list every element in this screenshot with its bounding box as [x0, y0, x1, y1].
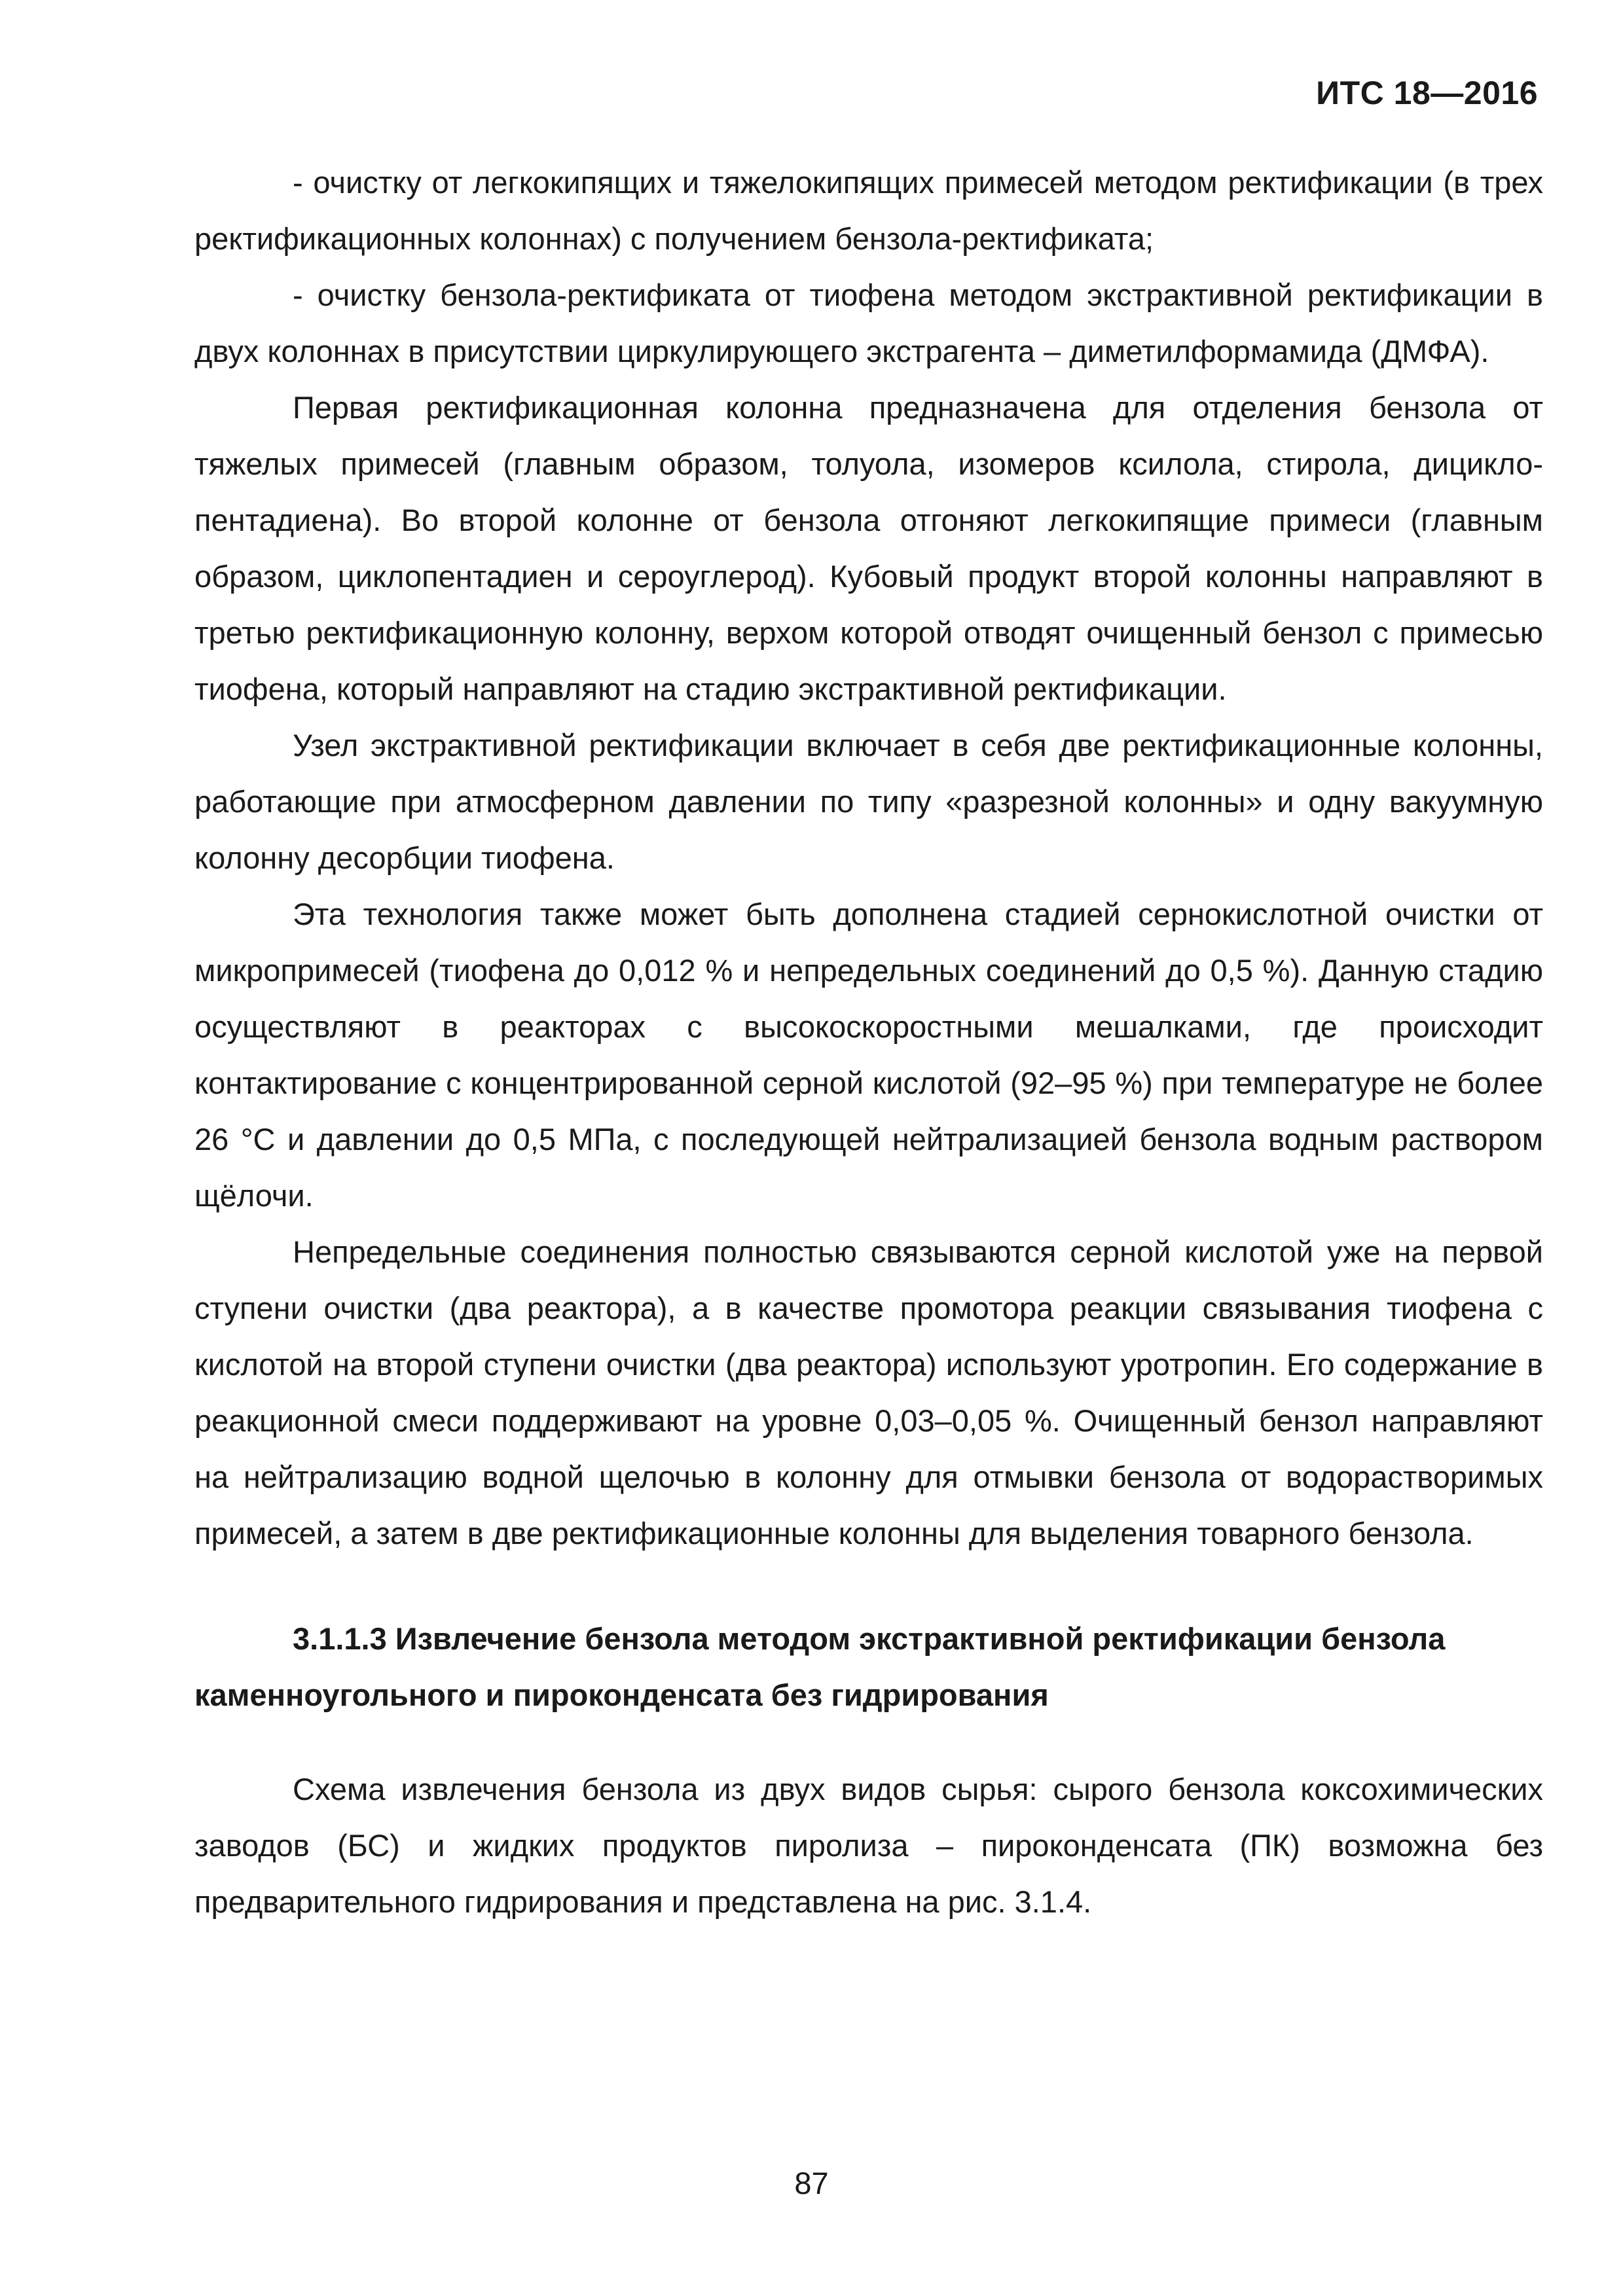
- paragraph-rectification-cleaning: - очистку от легкокипящих и тяжелокипящих примесей методом ректификации (в трех ректификационных колоннах) с получением бензола-ректификата;: [194, 165, 1543, 256]
- body-text: [194, 154, 1543, 1930]
- paragraph-unsaturated-compounds: Непредельные соединения полностью связываются серной кислотой уже на первой ступени очистки (два реактора), а в качестве промотора реакции связывания тиофена с кислотой на второй ступени очистки (два реактора) используют уротропин. Его содержание в реакционной смеси поддерживают на уровне 0,03–0,05 %. Очищенный бензол направляют на нейтрализацию водной щелочью в колонну для отмывки бензола от водорастворимых примесей, а затем в две ректификационные колонны для выделения товарного бензола.: [194, 1234, 1543, 1551]
- paragraph-extractive-unit: Узел экстрактивной ректификации включает в себя две ректификационные колонны, работающие при атмосферном давлении по типу «разрезной колонны» и одну вакуумную колонну десорбции тиофена.: [194, 728, 1543, 875]
- section-heading-3-1-1-3: 3.1.1.3 Извлечение бензола методом экстрактивной ректификации бензола каменноугольного и пироконденсата без гидрирования: [194, 1621, 1446, 1712]
- paragraph-thiophene-cleaning: - очистку бензола-ректификата от тиофена методом экстрактивной ректификации в двух колоннах в присутствии циркулирующего экстрагента – диметилформамида (ДМФА).: [194, 278, 1543, 368]
- paragraph-sulfuric-acid-cleaning: Эта технология также может быть дополнена стадией сернокислотной очистки от микропримесей (тиофена до 0,012 % и непредельных соединений до 0,5 %). Данную стадию осуществляют в реакторах с высокоскоростными мешалками, где происходит контактирование с концентрированной серной кислотой (92–95 %) при температуре не более 26 °С и давлении до 0,5 МПа, с последующей нейтрализацией бензола водным раствором щёлочи.: [194, 897, 1543, 1213]
- paragraph-first-column: Первая ректификационная колонна предназначена для отделения бензола от тяжелых примесей (главным образом, толуола, изомеров ксилола, стирола, дициклопентадиена). Во второй колонне от бензола отгоняют легкокипящие примеси (главным образом, циклопентадиен и сероуглерод). Кубовый продукт второй колонны направляют в третью ректификационную колонну, верхом которой отводят очищенный бензол с примесью тиофена, который направляют на стадию экстрактивной ректификации.: [194, 390, 1543, 706]
- page-number: 87: [794, 2166, 829, 2200]
- paragraph-extraction-scheme: Схема извлечения бензола из двух видов сырья: сырого бензола коксохимических заводов (БС) и жидких продуктов пиролиза – пироконденсата (ПК) возможна без предварительного гидрирования и представлена на рис. 3.1.4.: [194, 1772, 1543, 1919]
- document-code-header: ИТС 18—2016: [1316, 75, 1538, 111]
